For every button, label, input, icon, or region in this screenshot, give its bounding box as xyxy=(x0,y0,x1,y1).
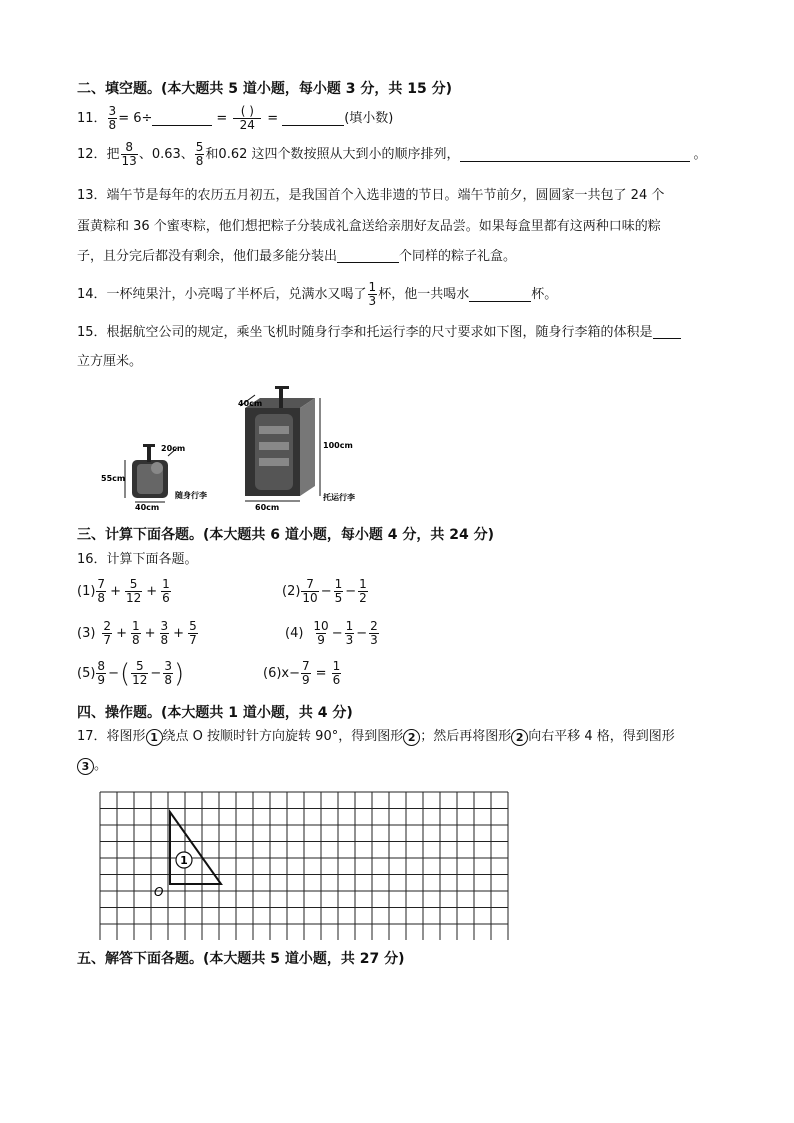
q14-fraction: $\frac{1}{3}$ xyxy=(368,280,377,308)
q11-blank-1[interactable] xyxy=(152,111,212,126)
q12-end: 。 xyxy=(693,146,707,162)
q12-fraction-1: $\frac{8}{13}$ xyxy=(121,140,137,168)
big-width-label: 60cm xyxy=(255,503,280,510)
q15-text: 15．根据航空公司的规定，乘坐飞机时随身行李和托运行李的尺寸要求如下图，随身行李箱的体积是 xyxy=(77,325,653,340)
q11-blank-2[interactable] xyxy=(282,111,344,126)
q13-line-3 xyxy=(77,248,516,266)
q12-text: 和0.62 这四个数按照从大到小的顺序排列， xyxy=(205,146,460,162)
q14-blank[interactable] xyxy=(469,287,531,302)
question-12 xyxy=(77,141,707,168)
q11-fraction-2: $\frac{( )}{24}$ xyxy=(232,105,262,132)
point-o-label: O xyxy=(154,885,164,899)
question-16: 16．计算下面各题。 xyxy=(77,552,198,567)
section2-title: 二、填空题。(本大题共 5 道小题，每小题 3 分，共 15 分) xyxy=(77,81,453,97)
q15-line-2: 立方厘米。 xyxy=(77,354,143,369)
problem-1: (1) $\frac{7}{8}$ + $\frac{5}{12}$ + $\frac{1}{6}$ xyxy=(77,577,170,605)
q12-fraction-2: $\frac{5}{8}$ xyxy=(195,140,204,168)
question-14 xyxy=(77,281,557,308)
q13-text: 子，且分完后都没有剩余，他们最多能分装出 xyxy=(77,249,338,264)
problem-5: (5) $\frac{8}{9}$ − ( $\frac{5}{12}$ − $\frac{3}{8}$ ) xyxy=(77,658,185,689)
q15-line-1 xyxy=(77,324,681,342)
section5-title: 五、解答下面各题。(本大题共 5 道小题，共 27 分) xyxy=(77,951,405,967)
q13-line-2: 蛋黄粽和 36 个蜜枣粽，他们想把粽子分装成礼盒送给亲朋好友品尝。如果每盒里都有这两种口味的粽 xyxy=(77,219,661,234)
q14-text-b: 杯，他一共喝水 xyxy=(378,286,470,302)
shape-2-marker-b: 2 xyxy=(511,729,528,746)
section4-title: 四、操作题。(本大题共 1 道小题，共 4 分) xyxy=(77,705,353,721)
luggage-figure xyxy=(95,380,375,510)
q15-blank[interactable] xyxy=(653,324,681,339)
q14-end: 杯。 xyxy=(531,286,558,302)
q12-number: 12．把 xyxy=(77,146,120,162)
small-depth-label: 20cm xyxy=(161,444,186,453)
q17-line-2: 3 。 xyxy=(77,757,107,775)
problem-3: (3) $\frac{2}{7}$ + $\frac{1}{8}$ + $\frac{3}{8}$ + $\frac{5}{7}$ xyxy=(77,619,197,647)
question-11 xyxy=(77,105,393,132)
q11-tail: (填小数) xyxy=(344,110,394,126)
q13-line-1: 13．端午节是每年的农历五月初五，是我国首个入选非遗的节日。端午节前夕，圆圆家一共包了 24 个 xyxy=(77,188,665,203)
big-suitcase-label: 托运行李 xyxy=(323,493,355,502)
big-height-label: 100cm xyxy=(323,441,353,450)
problem-6: (6)x− $\frac{7}{9}$ = $\frac{1}{6}$ xyxy=(263,659,341,687)
shape-1-label: 1 xyxy=(180,854,188,867)
q14-text-a: 14．一杯纯果汁，小亮喝了半杯后，兑满水又喝了 xyxy=(77,286,367,302)
problem-4: (4) $\frac{10}{9}$ − $\frac{1}{3}$ − $\frac{2}{3}$ xyxy=(285,619,378,647)
q13-end: 个同样的粽子礼盒。 xyxy=(399,249,517,264)
big-depth-label: 40cm xyxy=(238,399,263,408)
problem-2: (2) $\frac{7}{10}$ − $\frac{1}{5}$ − $\frac{1}{2}$ xyxy=(282,577,367,605)
q12-blank[interactable] xyxy=(460,147,690,162)
q11-number: 11． xyxy=(77,110,107,126)
q11-eq2: = xyxy=(216,110,228,126)
q11-fraction-1: $\frac{3}{8}$ xyxy=(108,104,117,132)
section3-title: 三、计算下面各题。(本大题共 6 道小题，每小题 4 分，共 24 分) xyxy=(77,527,495,543)
q11-eq1: = 6÷ xyxy=(118,110,153,126)
small-suitcase-label: 随身行李 xyxy=(175,491,207,500)
triangle-shape-1 xyxy=(170,812,221,884)
small-width-label: 40cm xyxy=(135,503,160,510)
shape-1-marker: 1 xyxy=(146,729,163,746)
drawing-grid[interactable] xyxy=(98,790,510,940)
shape-2-marker: 2 xyxy=(403,729,420,746)
shape-3-marker: 3 xyxy=(77,758,94,775)
q11-eq3: = xyxy=(267,110,279,126)
q13-blank[interactable] xyxy=(337,248,399,263)
q17-line-1: 17．将图形 1 绕点 O 按顺时针方向旋转 90°，得到图形 2 ；然后再将图形 2 向右平移 4 格，得到图形 xyxy=(77,729,675,744)
small-height-label: 55cm xyxy=(101,474,126,483)
q12-mid: 、0.63、 xyxy=(138,146,194,162)
